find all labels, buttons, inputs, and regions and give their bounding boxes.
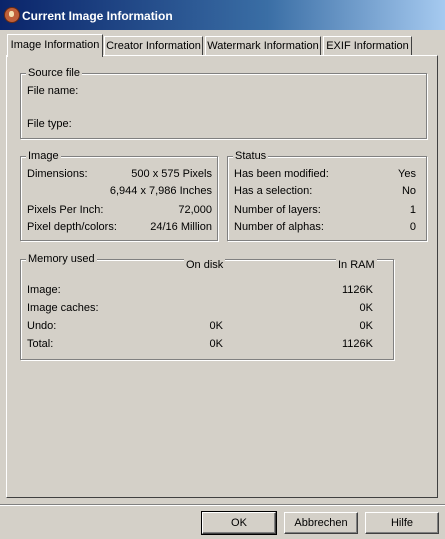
pixel-depth-label: Pixel depth/colors:	[27, 221, 117, 233]
memory-row-ram: 1126K	[342, 338, 373, 350]
memory-row-label: Image:	[27, 284, 61, 296]
title-bar[interactable]	[0, 0, 445, 30]
tab-exif-information[interactable]: EXIF Information	[323, 36, 412, 56]
help-button[interactable]: Hilfe	[365, 512, 439, 534]
image-legend: Image	[28, 150, 59, 162]
dimensions-inches-value: 6,944 x 7,986 Inches	[109, 185, 212, 197]
source-file-legend: Source file	[28, 67, 80, 79]
tab-creator-information[interactable]: Creator Information	[104, 36, 203, 56]
window-title: Current Image Information	[22, 9, 173, 23]
on-disk-header: On disk	[186, 259, 224, 271]
selection-value: No	[401, 185, 416, 197]
ok-button[interactable]: OK	[202, 512, 276, 534]
modified-label: Has been modified:	[234, 168, 329, 180]
layers-label: Number of layers:	[234, 204, 321, 216]
memory-row-ram: 0K	[359, 302, 373, 314]
status-legend: Status	[235, 150, 267, 162]
tab-watermark-information[interactable]: Watermark Information	[205, 36, 321, 56]
alphas-value: 0	[409, 221, 416, 233]
layers-value: 1	[409, 204, 416, 216]
ppi-value: 72,000	[178, 204, 212, 216]
alphas-label: Number of alphas:	[234, 221, 324, 233]
memory-row-label: Image caches:	[27, 302, 99, 314]
image-information-panel	[6, 55, 438, 498]
memory-used-legend: Memory used	[28, 253, 95, 265]
source-file-group	[20, 67, 427, 139]
pixel-depth-value: 24/16 Million	[150, 221, 212, 233]
memory-row-label: Undo:	[27, 320, 57, 332]
cancel-button[interactable]: Abbrechen	[284, 512, 358, 534]
status-group	[227, 150, 427, 241]
app-face-icon	[4, 7, 20, 23]
ppi-label: Pixels Per Inch:	[27, 204, 104, 216]
memory-used-group	[20, 253, 394, 360]
dimensions-pixels-value: 500 x 575 Pixels	[131, 168, 212, 180]
memory-row-disk: 0K	[209, 320, 223, 332]
memory-row-label: Total:	[27, 338, 54, 350]
in-ram-header: In RAM	[338, 259, 375, 271]
file-type-label: File type:	[27, 118, 72, 130]
memory-row-ram: 0K	[359, 320, 373, 332]
image-group	[20, 150, 218, 241]
footer-divider	[0, 504, 445, 506]
selection-label: Has a selection:	[234, 185, 313, 197]
modified-value: Yes	[398, 168, 416, 180]
memory-row-ram: 1126K	[342, 284, 373, 296]
memory-row-disk: 0K	[209, 338, 223, 350]
tab-image-information[interactable]: Image Information	[7, 34, 103, 57]
dimensions-label: Dimensions:	[27, 168, 88, 180]
file-name-label: File name:	[27, 85, 79, 97]
